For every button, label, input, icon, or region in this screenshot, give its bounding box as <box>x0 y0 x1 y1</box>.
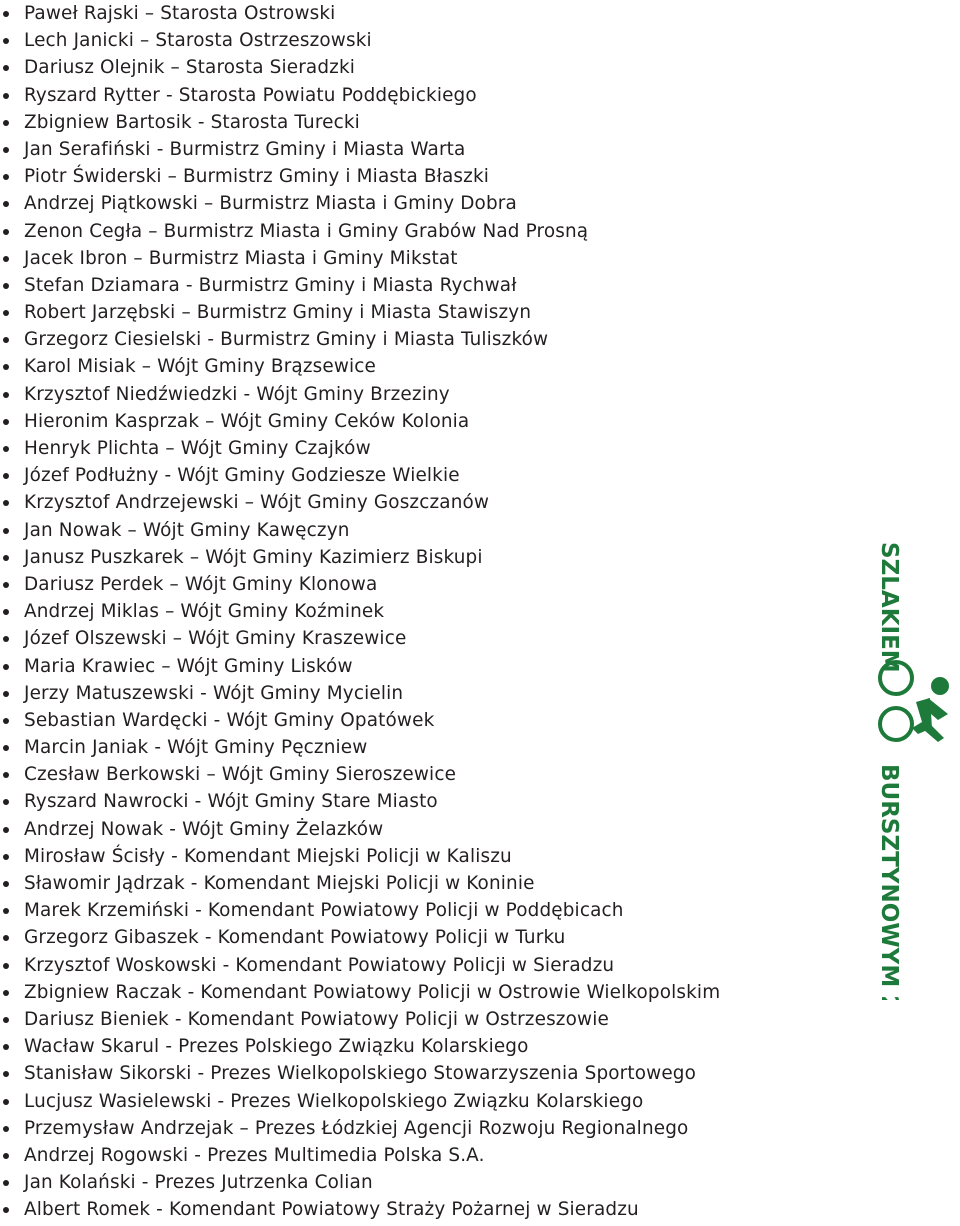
bullet-icon <box>3 555 9 561</box>
bullet-icon <box>3 1207 9 1213</box>
list-item-text: Józef Podłużny - Wójt Gminy Godziesze Wielkie <box>24 465 460 487</box>
list-item-text: Jan Kolański - Prezes Jutrzenka Colian <box>24 1172 373 1194</box>
bullet-icon <box>3 174 9 180</box>
list-item <box>0 1006 860 1033</box>
bullet-icon <box>3 120 9 126</box>
list-item <box>0 952 860 979</box>
bullet-icon <box>3 11 9 17</box>
list-item <box>0 381 860 408</box>
bullet-icon <box>3 990 9 996</box>
bullet-icon <box>3 147 9 153</box>
list-item <box>0 462 860 489</box>
logo-text-top: SZLAKIEM <box>876 542 902 673</box>
list-item-text: Krzysztof Woskowski - Komendant Powiatowy Policji w Sieradzu <box>24 954 615 976</box>
list-item <box>0 843 860 870</box>
list-item-text: Marek Krzemiński - Komendant Powiatowy Policji w Poddębicach <box>24 900 624 922</box>
list-item <box>0 1033 860 1060</box>
list-item <box>0 653 860 680</box>
list-item <box>0 924 860 951</box>
list-item-text: Dariusz Bieniek - Komendant Powiatowy Policji w Ostrzeszowie <box>24 1008 609 1030</box>
list-item-text: Grzegorz Ciesielski - Burmistrz Gminy i Miasta Tuliszków <box>24 329 549 351</box>
list-item <box>0 870 860 897</box>
list-item <box>0 788 860 815</box>
list-item <box>0 680 860 707</box>
list-item-text: Paweł Rajski – Starosta Ostrowski <box>24 3 336 24</box>
list-item-text: Dariusz Perdek – Wójt Gminy Klonowa <box>24 573 378 595</box>
list-item-text: Zbigniew Raczak - Komendant Powiatowy Policji w Ostrowie Wielkopolskim <box>24 981 721 1003</box>
list-item-text: Zbigniew Bartosik - Starosta Turecki <box>24 111 360 133</box>
list-item-text: Sebastian Wardęcki - Wójt Gminy Opatówek <box>24 709 435 731</box>
list-item-text: Stanisław Sikorski - Prezes Wielkopolskiego Stowarzyszenia Sportowego <box>24 1063 697 1085</box>
logo-text-bottom: BURSZTYNOWYM 2014 <box>876 764 902 1000</box>
bullet-icon <box>3 908 9 914</box>
list-item <box>0 163 860 190</box>
list-item-text: Sławomir Jądrzak - Komendant Miejski Policji w Koninie <box>24 873 535 894</box>
list-item <box>0 544 860 571</box>
list-item <box>0 571 860 598</box>
list-item <box>0 489 860 516</box>
list-item <box>0 1088 860 1115</box>
bullet-icon <box>3 364 9 370</box>
list-item-text: Andrzej Miklas – Wójt Gminy Koźminek <box>24 601 385 623</box>
bullet-icon <box>3 799 9 805</box>
bullet-icon <box>3 337 9 343</box>
logo-graphic <box>872 538 960 1000</box>
list-item-text: Jerzy Matuszewski - Wójt Gminy Mycielin <box>24 682 404 704</box>
bullet-icon <box>3 1153 9 1159</box>
list-item-text: Krzysztof Niedźwiedzki - Wójt Gminy Brzeziny <box>24 383 450 405</box>
list-item-text: Andrzej Piątkowski – Burmistrz Miasta i Gminy Dobra <box>24 193 517 215</box>
list-item <box>0 1169 860 1196</box>
bullet-icon <box>3 229 9 235</box>
list-item <box>0 897 860 924</box>
list-item <box>0 190 860 217</box>
list-item-text: Albert Romek - Komendant Powiatowy Straży Pożarnej w Sieradzu <box>24 1199 639 1221</box>
bullet-icon <box>3 528 9 534</box>
list-item <box>0 598 860 625</box>
list-item-text: Krzysztof Andrzejewski – Wójt Gminy Goszczanów <box>24 492 490 514</box>
bullet-icon <box>3 1017 9 1023</box>
list-item-text: Grzegorz Gibaszek - Komendant Powiatowy Policji w Turku <box>24 927 566 949</box>
list-item <box>0 299 860 326</box>
list-item <box>0 625 860 652</box>
list-item-text: Maria Krawiec – Wójt Gminy Lisków <box>24 655 353 677</box>
list-item-text: Czesław Berkowski – Wójt Gminy Sieroszewice <box>24 764 457 786</box>
bullet-icon <box>3 881 9 887</box>
bullet-icon <box>3 201 9 207</box>
list-item <box>0 136 860 163</box>
list-item <box>0 734 860 761</box>
list-item <box>0 1060 860 1087</box>
list-item <box>0 435 860 462</box>
bullet-icon <box>3 582 9 588</box>
list-item-text: Jan Serafiński - Burmistrz Gminy i Miasta Warta <box>24 138 466 160</box>
list-item <box>0 517 860 544</box>
bullet-icon <box>3 691 9 697</box>
event-logo <box>872 538 960 1000</box>
bullet-icon <box>3 963 9 969</box>
bullet-icon <box>3 1044 9 1050</box>
list-item-text: Lech Janicki – Starosta Ostrzeszowski <box>24 30 372 52</box>
bullet-icon <box>3 827 9 833</box>
list-item-text: Dariusz Olejnik – Starosta Sieradzki <box>24 57 356 79</box>
bullet-icon <box>3 1071 9 1077</box>
list-item <box>0 54 860 81</box>
bullet-icon <box>3 392 9 398</box>
list-item-text: Zenon Cegła – Burmistrz Miasta i Gminy Grabów Nad Prosną <box>24 220 589 242</box>
list-item-text: Stefan Dziamara - Burmistrz Gminy i Miasta Rychwał <box>24 274 517 296</box>
list-item <box>0 353 860 380</box>
list-item <box>0 1196 860 1223</box>
list-item-text: Henryk Plichta – Wójt Gminy Czajków <box>24 438 371 459</box>
list-item <box>0 761 860 788</box>
list-item-text: Karol Misiak – Wójt Gminy Brązsewice <box>24 356 377 378</box>
list-item-text: Wacław Skarul - Prezes Polskiego Związku Kolarskiego <box>24 1036 529 1058</box>
bullet-icon <box>3 636 9 642</box>
list-item <box>0 82 860 109</box>
list-item-text: Robert Jarzębski – Burmistrz Gminy i Miasta Stawiszyn <box>24 302 532 324</box>
bullet-icon <box>3 310 9 316</box>
list-item <box>0 816 860 843</box>
bullet-icon <box>3 1126 9 1132</box>
cyclist-icon <box>880 662 949 742</box>
list-item-text: Lucjusz Wasielewski - Prezes Wielkopolskiego Związku Kolarskiego <box>24 1090 644 1112</box>
list-item <box>0 218 860 245</box>
list-item-text: Marcin Janiak - Wójt Gminy Pęczniew <box>24 737 368 759</box>
bullet-icon <box>3 500 9 506</box>
bullet-icon <box>3 38 9 44</box>
list-item-text: Ryszard Nawrocki - Wójt Gminy Stare Miasto <box>24 791 438 813</box>
bullet-icon <box>3 772 9 778</box>
bullet-icon <box>3 446 9 452</box>
list-item <box>0 109 860 136</box>
list-item-text: Jan Nowak – Wójt Gminy Kawęczyn <box>24 519 350 541</box>
bullet-icon <box>3 935 9 941</box>
bullet-icon <box>3 283 9 289</box>
list-item-text: Hieronim Kasprzak – Wójt Gminy Ceków Kolonia <box>24 410 470 432</box>
bullet-icon <box>3 854 9 860</box>
list-item <box>0 1142 860 1169</box>
list-item-text: Andrzej Rogowski - Prezes Multimedia Polska S.A. <box>24 1144 485 1166</box>
list-item-text: Piotr Świderski – Burmistrz Gminy i Miasta Błaszki <box>24 166 490 188</box>
list-item <box>0 272 860 299</box>
bullet-icon <box>3 93 9 99</box>
list-item <box>0 0 860 27</box>
list-item <box>0 408 860 435</box>
list-item-text: Janusz Puszkarek – Wójt Gminy Kazimierz Biskupi <box>24 546 483 568</box>
list-item-text: Przemysław Andrzejak – Prezes Łódzkiej Agencji Rozwoju Regionalnego <box>24 1117 689 1139</box>
list-item <box>0 326 860 353</box>
bullet-icon <box>3 1180 9 1186</box>
list-item <box>0 979 860 1006</box>
bullet-icon <box>3 664 9 670</box>
bullet-icon <box>3 473 9 479</box>
list-item-text: Ryszard Rytter - Starosta Powiatu Poddębickiego <box>24 84 477 106</box>
list-item-text: Józef Olszewski – Wójt Gminy Kraszewice <box>24 628 407 650</box>
list-item <box>0 27 860 54</box>
list-item-text: Mirosław Ścisły - Komendant Miejski Policji w Kaliszu <box>24 845 512 867</box>
bullet-icon <box>3 419 9 425</box>
bullet-icon <box>3 718 9 724</box>
list-item <box>0 707 860 734</box>
list-item <box>0 245 860 272</box>
bullet-icon <box>3 65 9 71</box>
bullet-icon <box>3 256 9 262</box>
bullet-icon <box>3 609 9 615</box>
bullet-icon <box>3 1099 9 1105</box>
list-item-text: Andrzej Nowak - Wójt Gminy Żelazków <box>24 818 384 840</box>
list-item-text: Jacek Ibron – Burmistrz Miasta i Gminy Mikstat <box>24 247 458 269</box>
bullet-icon <box>3 745 9 751</box>
list-item <box>0 1115 860 1142</box>
